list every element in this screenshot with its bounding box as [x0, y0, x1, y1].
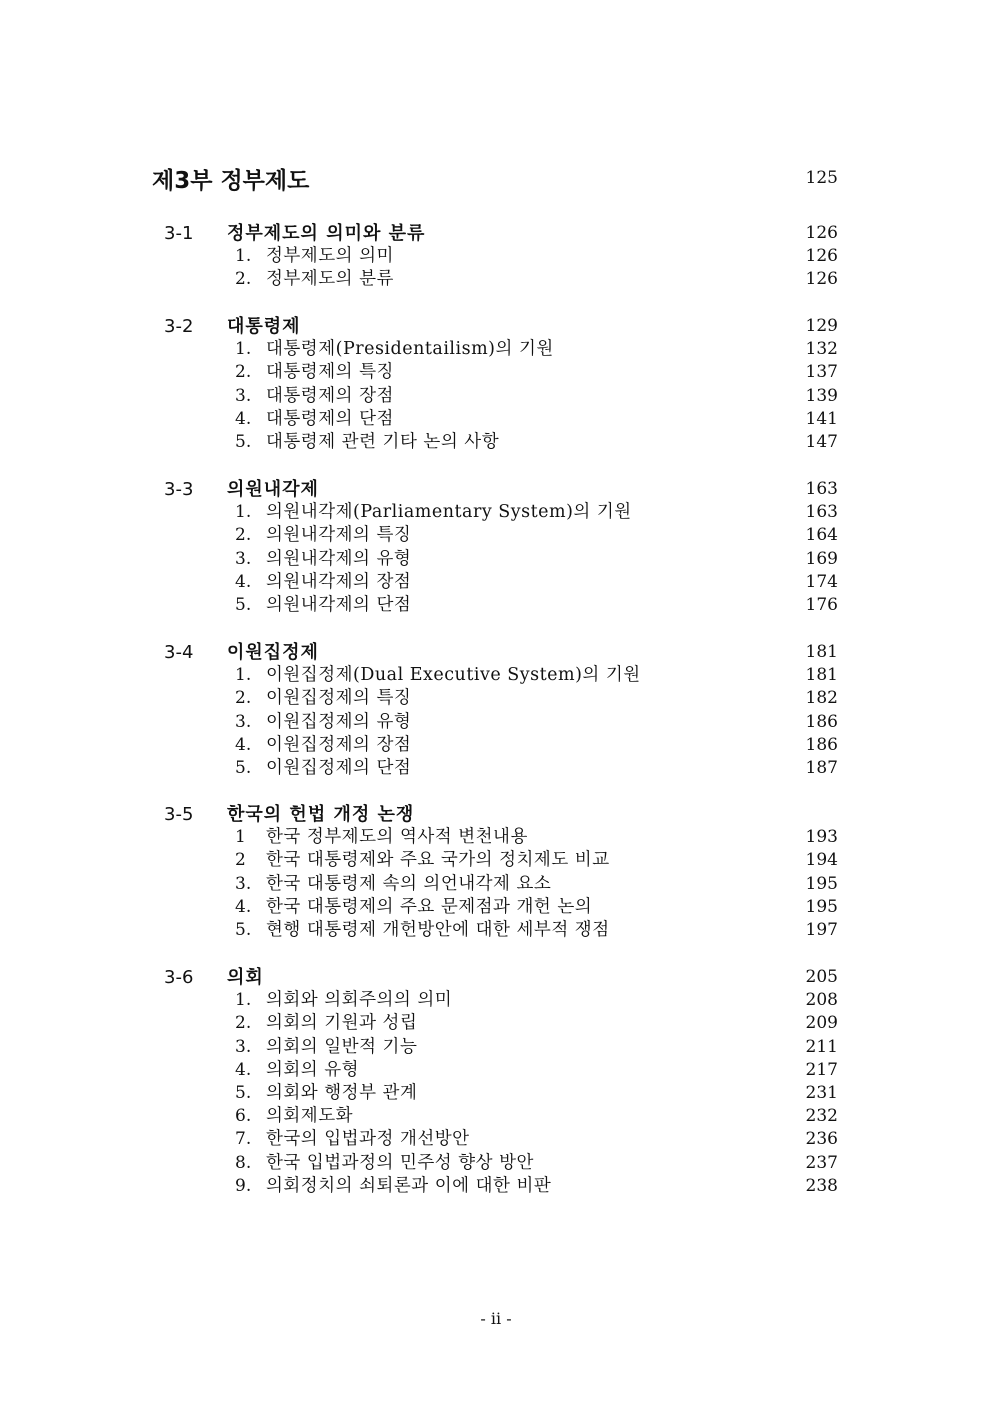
section-page: 163 [805, 479, 838, 499]
toc-item [164, 1012, 838, 1035]
section-page: 129 [805, 316, 838, 336]
item-page: 176 [805, 594, 838, 615]
toc-item [164, 1059, 838, 1082]
item-page: 238 [805, 1175, 838, 1196]
toc-item [164, 1105, 838, 1128]
item-page: 126 [805, 246, 838, 267]
item-title: 의원내각제의 유형 [266, 548, 412, 569]
item-page: 182 [805, 688, 838, 709]
item-title: 의회와 행정부 관계 [266, 1082, 418, 1103]
toc-item [164, 268, 838, 291]
item-title: 한국 대통령제와 주요 국가의 정치제도 비교 [266, 850, 610, 871]
toc-item [164, 896, 838, 919]
section-number: 3-5 [164, 804, 194, 825]
toc-item [164, 734, 838, 757]
section-heading [164, 803, 838, 826]
section-number: 3-1 [164, 223, 194, 244]
toc-item [164, 873, 838, 896]
item-number: 7. [235, 1129, 252, 1150]
item-number: 5. [235, 594, 252, 615]
item-page: 139 [805, 385, 838, 406]
item-title: 한국 정부제도의 역사적 변천내용 [266, 827, 528, 848]
toc-item [164, 757, 838, 780]
item-title: 의회와 의회주의의 의미 [266, 990, 453, 1011]
item-number: 3. [235, 873, 252, 894]
toc-section [164, 222, 838, 292]
item-number: 2. [235, 1013, 252, 1034]
item-number: 1. [235, 502, 252, 523]
item-number: 1. [235, 246, 252, 267]
item-number: 5. [235, 757, 252, 778]
toc-item [164, 501, 838, 524]
item-number: 5. [235, 431, 252, 452]
toc-item [164, 1152, 838, 1175]
item-number: 3. [235, 711, 252, 732]
item-number: 5. [235, 919, 252, 940]
toc-item [164, 1036, 838, 1059]
section-number: 3-6 [164, 967, 194, 988]
item-page: 237 [805, 1152, 838, 1173]
item-title: 의회의 기원과 성립 [266, 1013, 418, 1034]
section-page: 126 [805, 223, 838, 243]
item-title: 현행 대통령제 개헌방안에 대한 세부적 쟁점 [266, 919, 610, 940]
item-number: 1 [235, 827, 246, 848]
item-page: 126 [805, 269, 838, 290]
item-title: 대통령제의 장점 [266, 385, 394, 406]
section-title: 의회 [227, 967, 264, 988]
item-number: 1. [235, 665, 252, 686]
toc-section [164, 966, 838, 1198]
item-number: 2. [235, 688, 252, 709]
item-title: 이원집정제의 특징 [266, 688, 412, 709]
item-page: 231 [805, 1082, 838, 1103]
toc-item [164, 245, 838, 268]
item-number: 8. [235, 1152, 252, 1173]
part-page-number: 125 [805, 168, 838, 188]
toc-item [164, 431, 838, 454]
item-title: 의원내각제의 단점 [266, 594, 412, 615]
item-page: 181 [805, 665, 838, 686]
item-number: 5. [235, 1082, 252, 1103]
item-title: 대통령제의 특징 [266, 362, 394, 383]
item-page: 137 [805, 362, 838, 383]
item-page: 232 [805, 1106, 838, 1127]
item-number: 2. [235, 269, 252, 290]
part-title: 제3부 정부제도 [152, 168, 310, 194]
item-page: 195 [805, 873, 838, 894]
item-number: 2. [235, 525, 252, 546]
item-title: 의회의 유형 [266, 1059, 360, 1080]
item-number: 3. [235, 385, 252, 406]
item-page: 209 [805, 1013, 838, 1034]
section-title: 정부제도의 의미와 분류 [227, 223, 426, 244]
item-title: 정부제도의 의미 [266, 246, 394, 267]
toc-item [164, 1175, 838, 1198]
section-number: 3-4 [164, 642, 194, 663]
toc-item [164, 361, 838, 384]
item-title: 의원내각제(Parliamentary System)의 기원 [266, 502, 632, 523]
toc-item [164, 687, 838, 710]
item-page: 194 [805, 850, 838, 871]
item-number: 4. [235, 734, 252, 755]
item-number: 4. [235, 408, 252, 429]
toc-item [164, 826, 838, 849]
item-title: 한국 대통령제의 주요 문제점과 개헌 논의 [266, 896, 593, 917]
toc-item [164, 1082, 838, 1105]
item-page: 132 [805, 339, 838, 360]
toc-item [164, 408, 838, 431]
item-page: 217 [805, 1059, 838, 1080]
item-page: 236 [805, 1129, 838, 1150]
item-page: 186 [805, 711, 838, 732]
item-title: 의회정치의 쇠퇴론과 이에 대한 비판 [266, 1175, 552, 1196]
item-page: 187 [805, 757, 838, 778]
toc-section [164, 478, 838, 617]
item-title: 대통령제(Presidentailism)의 기원 [266, 339, 554, 360]
section-heading [164, 641, 838, 664]
item-title: 이원집정제의 장점 [266, 734, 412, 755]
section-number: 3-3 [164, 479, 194, 500]
item-number: 4. [235, 571, 252, 592]
toc-item [164, 711, 838, 734]
item-title: 이원집정제의 유형 [266, 711, 412, 732]
toc-item [164, 664, 838, 687]
toc-item [164, 524, 838, 547]
item-number: 9. [235, 1175, 252, 1196]
item-page: 147 [805, 431, 838, 452]
item-title: 대통령제 관련 기타 논의 사항 [266, 431, 500, 452]
toc-item [164, 919, 838, 942]
section-heading [164, 966, 838, 989]
item-page: 141 [805, 408, 838, 429]
item-title: 대통령제의 단점 [266, 408, 394, 429]
item-title: 의원내각제의 장점 [266, 571, 412, 592]
toc-item [164, 338, 838, 361]
item-page: 174 [805, 571, 838, 592]
section-page: 181 [805, 642, 838, 662]
item-page: 197 [805, 919, 838, 940]
item-title: 이원집정제(Dual Executive System)의 기원 [266, 665, 641, 686]
item-number: 1. [235, 990, 252, 1011]
toc-item [164, 385, 838, 408]
item-page: 163 [805, 502, 838, 523]
item-page: 208 [805, 990, 838, 1011]
item-number: 4. [235, 1059, 252, 1080]
toc-section [164, 803, 838, 942]
section-page: 205 [805, 967, 838, 987]
toc-section [164, 315, 838, 454]
item-number: 2. [235, 362, 252, 383]
section-title: 이원집정제 [227, 642, 319, 663]
item-page: 186 [805, 734, 838, 755]
page-footer-number: - ii - [480, 1309, 512, 1328]
section-title: 의원내각제 [227, 479, 319, 500]
toc-item [164, 548, 838, 571]
item-title: 한국의 입법과정 개선방안 [266, 1129, 470, 1150]
item-title: 한국 입법과정의 민주성 향상 방안 [266, 1152, 534, 1173]
item-number: 1. [235, 339, 252, 360]
item-number: 3. [235, 1036, 252, 1057]
section-title: 대통령제 [227, 316, 301, 337]
item-page: 169 [805, 548, 838, 569]
item-title: 정부제도의 분류 [266, 269, 394, 290]
item-title: 한국 대통령제 속의 의언내각제 요소 [266, 873, 552, 894]
section-heading [164, 222, 838, 245]
item-number: 4. [235, 896, 252, 917]
item-page: 193 [805, 827, 838, 848]
toc-item [164, 989, 838, 1012]
toc-item [164, 594, 838, 617]
item-page: 164 [805, 525, 838, 546]
item-page: 211 [805, 1036, 838, 1057]
section-number: 3-2 [164, 316, 194, 337]
section-title: 한국의 헌법 개정 논쟁 [227, 804, 415, 825]
item-title: 의원내각제의 특징 [266, 525, 412, 546]
item-number: 6. [235, 1106, 252, 1127]
toc-item [164, 1128, 838, 1151]
toc-item [164, 849, 838, 872]
section-heading [164, 478, 838, 501]
item-title: 이원집정제의 단점 [266, 757, 412, 778]
item-title: 의회의 일반적 기능 [266, 1036, 418, 1057]
item-page: 195 [805, 896, 838, 917]
section-heading [164, 315, 838, 338]
item-number: 3. [235, 548, 252, 569]
toc-item [164, 571, 838, 594]
part-heading [152, 162, 838, 196]
item-title: 의회제도화 [266, 1106, 354, 1127]
toc-section [164, 641, 838, 780]
item-number: 2 [235, 850, 246, 871]
